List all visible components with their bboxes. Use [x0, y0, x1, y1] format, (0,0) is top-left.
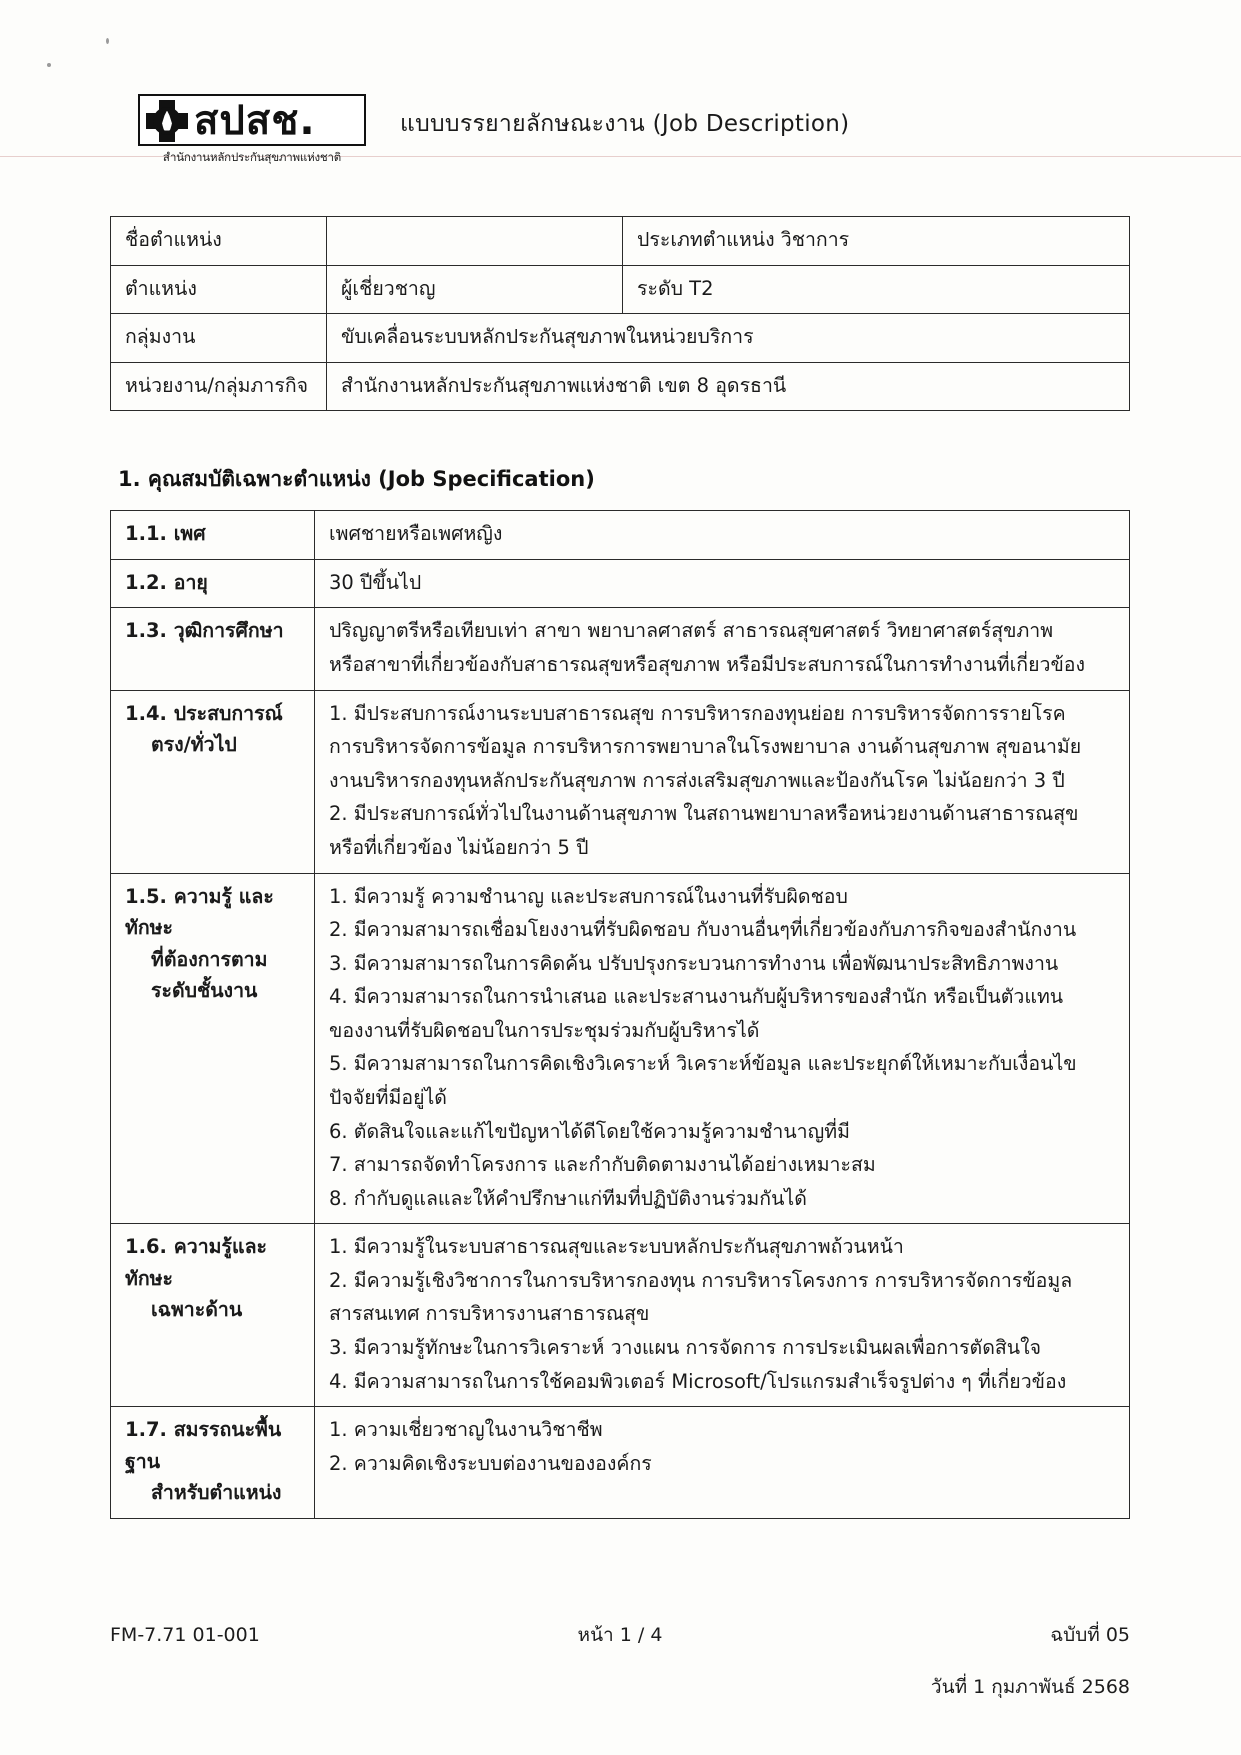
table-row [111, 873, 1130, 1224]
info-value-workgroup: ขับเคลื่อนระบบหลักประกันสุขภาพในหน่วยบริการ [327, 314, 1130, 363]
table-row [111, 511, 1130, 560]
table-row [111, 559, 1130, 608]
table-row [111, 362, 1130, 411]
medical-cross-icon [146, 100, 188, 142]
table-row [111, 265, 1130, 314]
document-footer [110, 1620, 1130, 1702]
spec-label-knowledge-skills: 1.5. ความรู้ และทักษะ ที่ต้องการตาม ระดับชั้นงาน [111, 873, 315, 1224]
spec-value-specific-knowledge: 1. มีความรู้ในระบบสาธารณสุขและระบบหลักประกันสุขภาพถ้วนหน้า 2. มีความรู้เชิงวิชาการในการบริหารกองทุน การบริหารโครงการ การบริหารจัดการข้อมูล สารสนเทศ การบริหารงานสาธารณสุข 3. มีความรู้ทักษะในการวิเคราะห์ วางแผน การจัดการ การประเมินผลเพื่อการตัดสินใจ 4. มีความสามารถในการใช้คอมพิวเตอร์ Microsoft/โปรแกรมสำเร็จรูปต่าง ๆ ที่เกี่ยวข้อง [315, 1224, 1130, 1407]
info-label-department: หน่วยงาน/กลุ่มภารกิจ [111, 362, 327, 411]
footer-revision: ฉบับที่ 05 [1050, 1624, 1130, 1646]
footer-form-code: FM-7.71 01-001 [110, 1624, 260, 1646]
spec-label-core-competency: 1.7. สมรรถนะพื้นฐาน สำหรับตำแหน่ง [111, 1407, 315, 1519]
logo-subtitle: สำนักงานหลักประกันสุขภาพแห่งชาติ [162, 149, 342, 164]
table-row [111, 217, 1130, 266]
organization-logo [138, 94, 366, 167]
spec-value-gender: เพศชายหรือเพศหญิง [315, 511, 1130, 560]
table-row [111, 690, 1130, 873]
job-specification-table [110, 510, 1130, 1519]
info-value-level: ระดับ T2 [623, 265, 1130, 314]
info-label-name: ชื่อตำแหน่ง [111, 217, 327, 266]
footer-date: วันที่ 1 กุมภาพันธ์ 2568 [930, 1676, 1130, 1698]
page-title: แบบบรรยายลักษณะงาน (Job Description) [400, 111, 850, 137]
spec-value-core-competency: 1. ความเชี่ยวชาญในงานวิชาชีพ 2. ความคิดเชิงระบบต่องานขององค์กร [315, 1407, 1130, 1519]
spec-value-experience: 1. มีประสบการณ์งานระบบสาธารณสุข การบริหารกองทุนย่อย การบริหารจัดการรายโรค การบริหารจัดการข้อมูล การบริหารการพยาบาลในโรงพยาบาล งานด้านสุขภาพ สุขอนามัย งานบริหารกองทุนหลักประกันสุขภาพ การส่งเสริมสุขภาพและป้องกันโรค ไม่น้อยกว่า 3 ปี 2. มีประสบการณ์ทั่วไปในงานด้านสุขภาพ ในสถานพยาบาลหรือหน่วยงานด้านสาธารณสุข หรือที่เกี่ยวข้อง ไม่น้อยกว่า 5 ปี [315, 690, 1130, 873]
spec-label-specific-knowledge: 1.6. ความรู้และทักษะ เฉพาะด้าน [111, 1224, 315, 1407]
info-value-category: ประเภทตำแหน่ง วิชาการ [623, 217, 1130, 266]
info-value-position: ผู้เชี่ยวชาญ [327, 265, 623, 314]
info-label-position: ตำแหน่ง [111, 265, 327, 314]
info-label-workgroup: กลุ่มงาน [111, 314, 327, 363]
info-value-name [327, 217, 623, 266]
spec-label-education: 1.3. วุฒิการศึกษา [111, 608, 315, 690]
spec-label-gender: 1.1. เพศ [111, 511, 315, 560]
spec-value-education: ปริญญาตรีหรือเทียบเท่า สาขา พยาบาลศาสตร์ สาธารณสุขศาสตร์ วิทยาศาสตร์สุขภาพ หรือสาขาที่เกี่ยวข้องกับสาธารณสุขหรือสุขภาพ หรือมีประสบการณ์ในการทำงานที่เกี่ยวข้อง [315, 608, 1130, 690]
spec-label-experience: 1.4. ประสบการณ์ ตรง/ทั่วไป [111, 690, 315, 873]
table-row [111, 608, 1130, 690]
section-heading-job-specification: 1. คุณสมบัติเฉพาะตำแหน่ง (Job Specification) [118, 467, 595, 492]
position-info-table [110, 216, 1130, 411]
table-row [111, 314, 1130, 363]
footer-page-number: หน้า 1 / 4 [577, 1624, 663, 1646]
info-value-department: สำนักงานหลักประกันสุขภาพแห่งชาติ เขต 8 อุดรธานี [327, 362, 1130, 411]
document-header [110, 70, 1130, 190]
spec-value-age: 30 ปีขึ้นไป [315, 559, 1130, 608]
logo-acronym: สปสช. [194, 97, 316, 144]
table-row [111, 1407, 1130, 1519]
spec-label-age: 1.2. อายุ [111, 559, 315, 608]
table-row [111, 1224, 1130, 1407]
document-content [110, 70, 1130, 1519]
spec-value-knowledge-skills: 1. มีความรู้ ความชำนาญ และประสบการณ์ในงานที่รับผิดชอบ 2. มีความสามารถเชื่อมโยงงานที่รับผิดชอบ กับงานอื่นๆที่เกี่ยวข้องกับภารกิจของสำนักงาน 3. มีความสามารถในการคิดค้น ปรับปรุงกระบวนการทำงาน เพื่อพัฒนาประสิทธิภาพงาน 4. มีความสามารถในการนำเสนอ และประสานงานกับผู้บริหารของสำนัก หรือเป็นตัวแทน ของงานที่รับผิดชอบในการประชุมร่วมกับผู้บริหารได้ 5. มีความสามารถในการคิดเชิงวิเคราะห์ วิเคราะห์ข้อมูล และประยุกต์ให้เหมาะกับเงื่อนไข ปัจจัยที่มีอยู่ได้ 6. ตัดสินใจและแก้ไขปัญหาได้ดีโดยใช้ความรู้ความชำนาญที่มี 7. สามารถจัดทำโครงการ และกำกับติดตามงานได้อย่างเหมาะสม 8. กำกับดูแลและให้คำปรึกษาแก่ทีมที่ปฏิบัติงานร่วมกันได้ [315, 873, 1130, 1224]
